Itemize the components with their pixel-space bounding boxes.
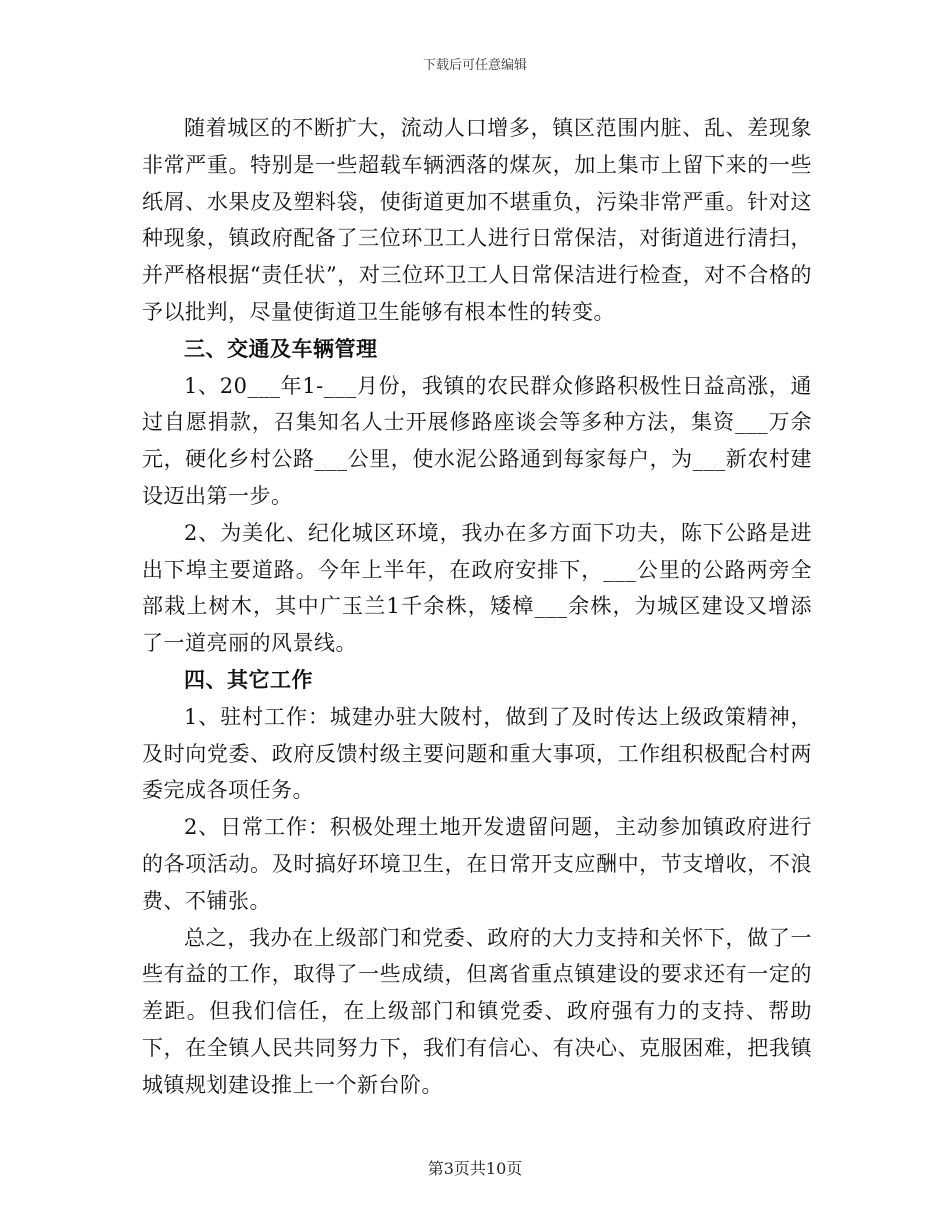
section-heading-other-work: 四、其它工作 xyxy=(184,666,313,692)
paragraph-daily-work: 2、日常工作：积极处理土地开发遗留问题，主动参加镇政府进行的各项活动。及时搞好环境卫生，在日常开支应酬中，节支增收，不浪费、不铺张。 xyxy=(142,815,812,913)
document-body xyxy=(142,110,812,1104)
header-note: 下载后可任意编辑 xyxy=(422,58,527,73)
paragraph-village-work: 1、驻村工作：城建办驻大陂村，做到了及时传达上级政策精神，及时向党委、政府反馈村级主要问题和重大事项，工作组积极配合村两委完成各项任务。 xyxy=(142,704,812,803)
paragraph-road-building: 1、20___年1-___月份，我镇的农民群众修路积极性日益高涨，通过自愿捐款，召集知名人士开展修路座谈会等多种方法，集资___万余元，硬化乡村公路___公里，使水泥公路通到每家每户，为___新农村建设迈出第一步。 xyxy=(142,373,812,508)
section-heading-traffic: 三、交通及车辆管理 xyxy=(184,335,378,361)
page-number: 第3页共10页 xyxy=(427,1159,523,1178)
paragraph-greening: 2、为美化、纪化城区环境，我办在多方面下功夫，陈下公路是进出下埠主要道路。今年上半年，在政府安排下，___公里的公路两旁全部栽上树木，其中广玉兰1千余株，矮樟___余株，为城区建设又增添了一道亮丽的风景线。 xyxy=(142,520,812,656)
paragraph-sanitation: 随着城区的不断扩大，流动人口增多，镇区范围内脏、乱、差现象非常严重。特别是一些超载车辆洒落的煤灰，加上集市上留下来的一些纸屑、水果皮及塑料袋，使街道更加不堪重负，污染非常严重。针对这种现象，镇政府配备了三位环卫工人进行日常保洁，对街道进行清扫，并严格根据“责任状”，对三位环卫工人日常保洁进行检查，对不合格的予以批判，尽量使街道卫生能够有根本性的转变。 xyxy=(142,116,812,324)
paragraph-summary: 总之，我办在上级部门和党委、政府的大力支持和关怀下，做了一些有益的工作，取得了一些成绩，但离省重点镇建设的要求还有一定的差距。但我们信任，在上级部门和镇党委、政府强有力的支持、帮助下，在全镇人民共同努力下，我们有信心、有决心、克服困难，把我镇城镇规划建设推上一个新台阶。 xyxy=(142,925,812,1097)
